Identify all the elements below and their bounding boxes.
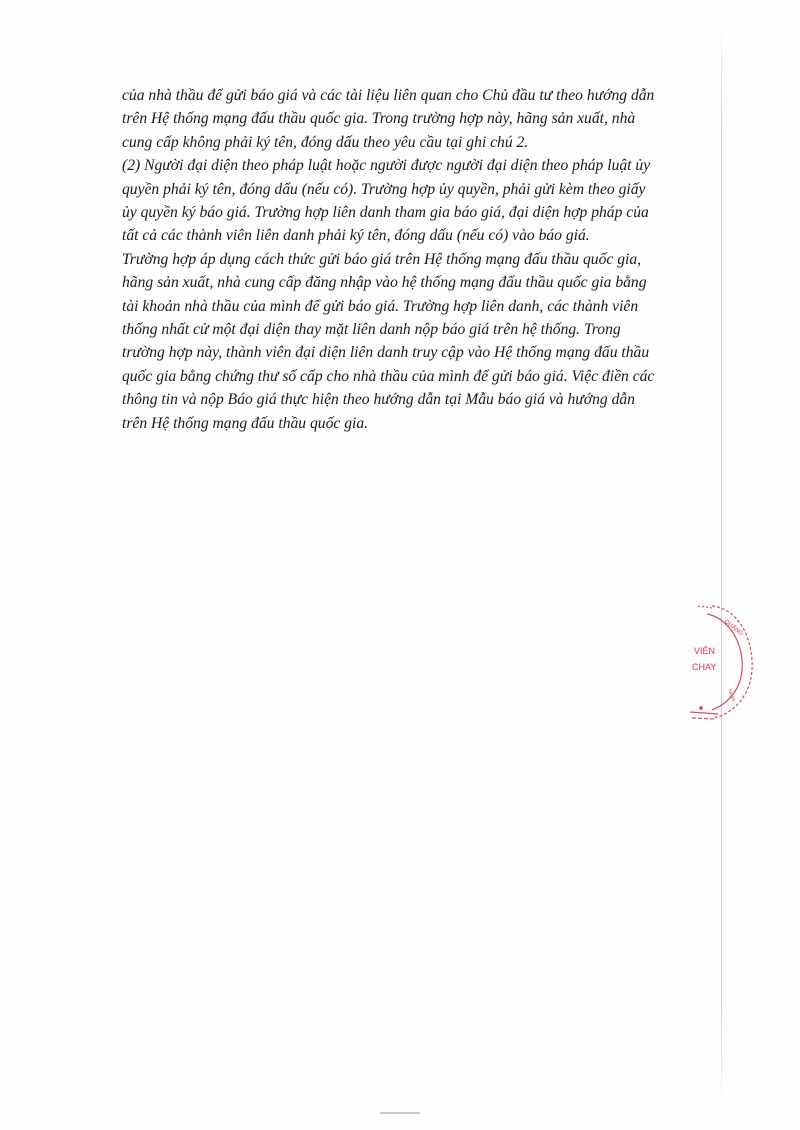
text-run: (2) Người đại diện theo pháp luật hoặc người được người đại diện theo pháp luật ủy <box>122 157 651 175</box>
stamp-star-dot <box>699 706 703 710</box>
text-run: của nhà thầu để gửi báo giá và các tài liệu liên quan cho Chủ đầu tư theo hướng dẫn <box>122 87 655 104</box>
text-run: cung cấp không phải ký tên, đóng dấu theo yêu cầu tại ghi chú 2. <box>122 133 529 151</box>
text-line <box>122 341 722 364</box>
text-line <box>122 107 722 130</box>
red-seal-stamp <box>672 598 762 728</box>
text-line <box>122 271 722 294</box>
text-run: quyền phải ký tên, đóng dấu (nếu có). Trường hợp ủy quyền, phải gửi kèm theo giấy <box>122 180 646 198</box>
text-line <box>122 84 722 107</box>
text-line <box>122 412 722 435</box>
body-text <box>122 84 722 435</box>
text-run: thống nhất cử một đại diện thay mặt liên danh nộp báo giá trên hệ thống. Trong <box>122 321 621 339</box>
stamp-side-text: NINH <box>726 688 736 703</box>
text-line <box>122 201 722 224</box>
text-run: trường hợp này, thành viên đại diện liên danh truy cập vào Hệ thống mạng đấu thầu <box>122 344 650 362</box>
text-line <box>122 224 722 247</box>
text-run: Trường hợp áp dụng cách thức gửi báo giá trên Hệ thống mạng đấu thầu quốc gia, <box>122 250 642 268</box>
text-run: hãng sản xuất, nhà cung cấp đăng nhập vào hệ thống mạng đấu thầu quốc gia bằng <box>122 274 647 292</box>
text-run: ủy quyền ký báo giá. Trường hợp liên danh tham gia báo giá, đại diện hợp pháp của <box>122 204 649 222</box>
text-run: thông tin và nộp Báo giá thực hiện theo hướng dẫn tại Mẫu báo giá và hướng dẫn <box>122 391 635 409</box>
text-line <box>122 295 722 318</box>
stamp-top-text: QUẢNG <box>722 618 744 638</box>
stamp-text-line2: CHAY <box>692 662 717 672</box>
text-line <box>122 248 722 271</box>
text-line <box>122 154 722 177</box>
text-run: trên Hệ thống mạng đấu thầu quốc gia. <box>122 414 369 432</box>
text-line <box>122 318 722 341</box>
text-run: tất cả các thành viên liên danh phải ký tên, đóng dấu (nếu có) vào báo giá. <box>122 227 590 245</box>
text-run: tài khoản nhà thầu của mình để gửi báo giá. Trường hợp liên danh, các thành viên <box>122 297 639 315</box>
text-run: trên Hệ thống mạng đấu thầu quốc gia. Trong trường hợp này, hãng sản xuất, nhà <box>122 110 636 128</box>
text-line <box>122 131 722 154</box>
stamp-text-line1: VIÊN <box>694 646 716 656</box>
text-line <box>122 388 722 411</box>
text-line <box>122 365 722 388</box>
text-run: quốc gia bằng chứng thư số cấp cho nhà thầu của mình để gửi báo giá. Việc điền các <box>122 367 655 385</box>
text-line <box>122 178 722 201</box>
scan-bottom-mark <box>380 1112 420 1114</box>
